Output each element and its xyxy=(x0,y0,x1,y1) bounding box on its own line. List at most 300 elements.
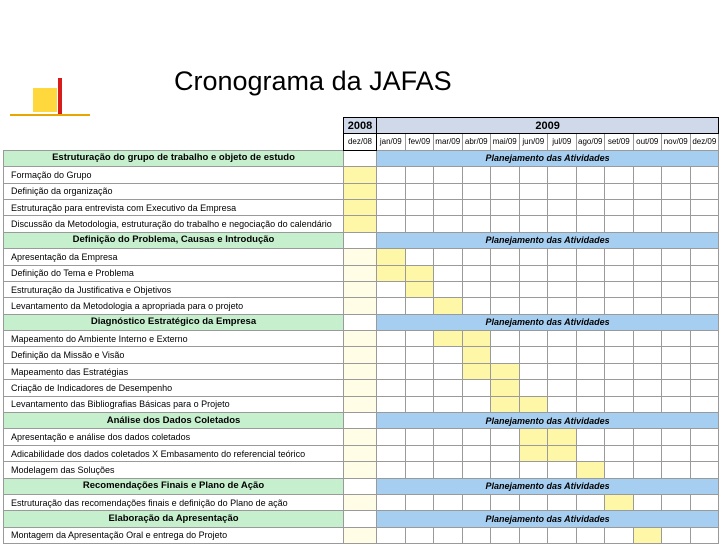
gantt-cell xyxy=(690,380,719,396)
gantt-cell xyxy=(633,494,662,510)
gantt-cell xyxy=(344,298,377,314)
gantt-bar-cell xyxy=(434,298,463,314)
gantt-cell xyxy=(519,183,548,199)
gantt-cell xyxy=(491,347,520,363)
gantt-cell xyxy=(519,265,548,281)
task-row xyxy=(4,216,719,232)
task-row xyxy=(4,445,719,461)
gantt-cell xyxy=(405,396,434,412)
task-name: Apresentação da Empresa xyxy=(4,249,344,265)
gantt-cell xyxy=(377,462,406,478)
task-row xyxy=(4,298,719,314)
gantt-cell xyxy=(491,199,520,215)
gantt-cell xyxy=(605,363,634,379)
gantt-cell xyxy=(344,494,377,510)
gantt-cell xyxy=(633,462,662,478)
section-spacer-cell xyxy=(344,413,377,429)
planning-band: Planejamento das Atividades xyxy=(377,232,719,248)
month-header: mai/09 xyxy=(491,134,520,150)
gantt-cell xyxy=(576,396,605,412)
gantt-cell xyxy=(491,167,520,183)
gantt-bar-cell xyxy=(462,347,491,363)
task-name: Discussão da Metodologia, estruturação do trabalho e negociação do calendário xyxy=(4,216,344,232)
gantt-cell xyxy=(344,281,377,297)
gantt-cell xyxy=(519,331,548,347)
gantt-bar-cell xyxy=(462,331,491,347)
gantt-cell xyxy=(576,249,605,265)
gantt-cell xyxy=(519,527,548,543)
gantt-cell xyxy=(434,281,463,297)
gantt-bar-cell xyxy=(491,363,520,379)
year-header-row xyxy=(4,118,719,134)
gantt-cell xyxy=(434,396,463,412)
gantt-cell xyxy=(377,396,406,412)
task-name: Definição do Tema e Problema xyxy=(4,265,344,281)
gantt-cell xyxy=(690,445,719,461)
gantt-cell xyxy=(434,429,463,445)
gantt-bar-cell xyxy=(576,462,605,478)
gantt-cell xyxy=(405,331,434,347)
gantt-cell xyxy=(519,281,548,297)
gantt-cell xyxy=(605,199,634,215)
gantt-cell xyxy=(690,298,719,314)
task-row xyxy=(4,380,719,396)
gantt-cell xyxy=(344,249,377,265)
gantt-cell xyxy=(633,249,662,265)
year-header: 2009 xyxy=(377,118,719,134)
gantt-cell xyxy=(344,429,377,445)
gantt-cell xyxy=(405,298,434,314)
gantt-cell xyxy=(548,298,577,314)
gantt-bar-cell xyxy=(434,331,463,347)
gantt-bar-cell xyxy=(633,527,662,543)
gantt-cell xyxy=(344,347,377,363)
planning-band: Planejamento das Atividades xyxy=(377,413,719,429)
gantt-cell xyxy=(576,527,605,543)
month-header: jun/09 xyxy=(519,134,548,150)
gantt-cell xyxy=(344,462,377,478)
gantt-cell xyxy=(344,445,377,461)
task-row xyxy=(4,331,719,347)
gantt-cell xyxy=(548,363,577,379)
task-name: Apresentação e análise dos dados coletados xyxy=(4,429,344,445)
gantt-cell xyxy=(633,199,662,215)
gantt-bar-cell xyxy=(548,445,577,461)
section-spacer-cell xyxy=(344,314,377,330)
gantt-cell xyxy=(633,216,662,232)
gantt-cell xyxy=(519,216,548,232)
gantt-cell xyxy=(605,216,634,232)
task-name: Estruturação das recomendações finais e definição do Plano de ação xyxy=(4,494,344,510)
gantt-cell xyxy=(633,445,662,461)
gantt-cell xyxy=(576,445,605,461)
month-header: ago/09 xyxy=(576,134,605,150)
gantt-cell xyxy=(344,527,377,543)
gantt-cell xyxy=(405,429,434,445)
gantt-bar-cell xyxy=(491,380,520,396)
gantt-cell xyxy=(344,363,377,379)
month-header: dez/09 xyxy=(690,134,719,150)
gantt-cell xyxy=(519,380,548,396)
gantt-cell xyxy=(377,281,406,297)
gantt-cell xyxy=(462,249,491,265)
task-name: Adicabilidade dos dados coletados X Embasamento do referencial teórico xyxy=(4,445,344,461)
task-row xyxy=(4,199,719,215)
gantt-cell xyxy=(605,331,634,347)
task-name: Modelagem das Soluções xyxy=(4,462,344,478)
gantt-cell xyxy=(405,249,434,265)
gantt-cell xyxy=(462,167,491,183)
schedule-table xyxy=(3,117,719,544)
gantt-cell xyxy=(690,216,719,232)
gantt-cell xyxy=(434,363,463,379)
gantt-cell xyxy=(491,445,520,461)
gantt-cell xyxy=(605,380,634,396)
task-row xyxy=(4,462,719,478)
gantt-cell xyxy=(548,527,577,543)
gantt-cell xyxy=(605,347,634,363)
gantt-cell xyxy=(405,347,434,363)
gantt-cell xyxy=(576,331,605,347)
gantt-cell xyxy=(662,167,691,183)
section-header-row xyxy=(4,232,719,248)
gantt-bar-cell xyxy=(377,265,406,281)
gantt-cell xyxy=(377,363,406,379)
gantt-cell xyxy=(519,494,548,510)
gantt-cell xyxy=(377,331,406,347)
gantt-cell xyxy=(462,216,491,232)
section-spacer-cell xyxy=(344,478,377,494)
gantt-cell xyxy=(690,347,719,363)
gantt-cell xyxy=(548,183,577,199)
task-row xyxy=(4,494,719,510)
gantt-cell xyxy=(576,347,605,363)
gantt-cell xyxy=(633,347,662,363)
task-row xyxy=(4,183,719,199)
task-row xyxy=(4,265,719,281)
gantt-cell xyxy=(633,265,662,281)
gantt-cell xyxy=(576,199,605,215)
gantt-cell xyxy=(548,331,577,347)
gantt-cell xyxy=(576,265,605,281)
gantt-cell xyxy=(633,396,662,412)
gantt-bar-cell xyxy=(462,363,491,379)
planning-band: Planejamento das Atividades xyxy=(377,478,719,494)
gantt-cell xyxy=(434,494,463,510)
gantt-cell xyxy=(605,183,634,199)
gantt-cell xyxy=(662,445,691,461)
gantt-cell xyxy=(491,216,520,232)
gantt-bar-cell xyxy=(519,396,548,412)
gantt-cell xyxy=(491,527,520,543)
task-name: Formação do Grupo xyxy=(4,167,344,183)
gantt-cell xyxy=(633,429,662,445)
gantt-cell xyxy=(405,494,434,510)
section-header-row xyxy=(4,150,719,166)
gantt-cell xyxy=(690,331,719,347)
gantt-cell xyxy=(344,331,377,347)
gantt-bar-cell xyxy=(344,167,377,183)
gantt-cell xyxy=(605,265,634,281)
section-header-row xyxy=(4,314,719,330)
gantt-cell xyxy=(690,183,719,199)
gantt-cell xyxy=(548,347,577,363)
task-name: Estruturação para entrevista com Executivo da Empresa xyxy=(4,199,344,215)
gantt-cell xyxy=(690,396,719,412)
gantt-cell xyxy=(519,167,548,183)
gantt-cell xyxy=(491,331,520,347)
gantt-cell xyxy=(633,183,662,199)
task-row xyxy=(4,527,719,543)
planning-band: Planejamento das Atividades xyxy=(377,511,719,527)
section-spacer-cell xyxy=(344,511,377,527)
gantt-cell xyxy=(662,462,691,478)
task-row xyxy=(4,429,719,445)
slide-title: Cronograma da JAFAS xyxy=(174,66,452,96)
gantt-cell xyxy=(662,216,691,232)
gantt-cell xyxy=(344,380,377,396)
gantt-cell xyxy=(605,462,634,478)
gantt-cell xyxy=(377,298,406,314)
task-row xyxy=(4,396,719,412)
gantt-cell xyxy=(548,216,577,232)
gantt-cell xyxy=(405,216,434,232)
gantt-cell xyxy=(377,167,406,183)
gantt-cell xyxy=(377,216,406,232)
gantt-cell xyxy=(519,298,548,314)
section-title: Recomendações Finais e Plano de Ação xyxy=(4,478,344,494)
gantt-cell xyxy=(662,331,691,347)
gantt-cell xyxy=(405,380,434,396)
task-name: Levantamento das Bibliografias Básicas para o Projeto xyxy=(4,396,344,412)
gantt-cell xyxy=(548,396,577,412)
task-row xyxy=(4,249,719,265)
gantt-cell xyxy=(662,527,691,543)
gantt-cell xyxy=(405,167,434,183)
gantt-cell xyxy=(576,363,605,379)
month-header: nov/09 xyxy=(662,134,691,150)
gantt-cell xyxy=(548,249,577,265)
gantt-cell xyxy=(491,249,520,265)
gantt-cell xyxy=(662,265,691,281)
gantt-cell xyxy=(662,199,691,215)
section-header-row xyxy=(4,413,719,429)
month-header: jul/09 xyxy=(548,134,577,150)
section-title: Estruturação do grupo de trabalho e objeto de estudo xyxy=(4,150,344,166)
gantt-bar-cell xyxy=(491,396,520,412)
gantt-cell xyxy=(690,281,719,297)
month-header: mar/09 xyxy=(434,134,463,150)
gantt-bar-cell xyxy=(344,216,377,232)
gantt-cell xyxy=(377,429,406,445)
gantt-cell xyxy=(491,494,520,510)
month-header: abr/09 xyxy=(462,134,491,150)
task-row xyxy=(4,281,719,297)
gantt-cell xyxy=(462,183,491,199)
gantt-cell xyxy=(690,494,719,510)
month-header: dez/08 xyxy=(344,134,377,150)
gantt-cell xyxy=(519,249,548,265)
gantt-cell xyxy=(548,281,577,297)
gantt-cell xyxy=(434,380,463,396)
gantt-cell xyxy=(491,281,520,297)
gantt-cell xyxy=(462,396,491,412)
planning-band: Planejamento das Atividades xyxy=(377,314,719,330)
section-spacer-cell xyxy=(344,232,377,248)
month-header: out/09 xyxy=(633,134,662,150)
gantt-cell xyxy=(633,331,662,347)
gantt-cell xyxy=(434,527,463,543)
gantt-cell xyxy=(662,363,691,379)
gantt-cell xyxy=(662,429,691,445)
gantt-cell xyxy=(548,494,577,510)
gantt-cell xyxy=(491,429,520,445)
section-title: Elaboração da Apresentação xyxy=(4,511,344,527)
section-title: Definição do Problema, Causas e Introdução xyxy=(4,232,344,248)
gantt-cell xyxy=(576,167,605,183)
gantt-cell xyxy=(690,462,719,478)
task-name: Levantamento da Metodologia a apropriada para o projeto xyxy=(4,298,344,314)
gantt-cell xyxy=(434,265,463,281)
task-name: Mapeamento das Estratégias xyxy=(4,363,344,379)
gantt-cell xyxy=(519,347,548,363)
gantt-cell xyxy=(377,527,406,543)
gantt-cell xyxy=(519,462,548,478)
gantt-cell xyxy=(662,281,691,297)
gantt-cell xyxy=(344,265,377,281)
gantt-cell xyxy=(662,298,691,314)
gantt-cell xyxy=(690,249,719,265)
gantt-bar-cell xyxy=(344,183,377,199)
gantt-cell xyxy=(633,363,662,379)
gantt-cell xyxy=(434,249,463,265)
gantt-cell xyxy=(434,445,463,461)
gantt-cell xyxy=(405,199,434,215)
gantt-cell xyxy=(576,281,605,297)
gantt-cell xyxy=(491,265,520,281)
gantt-cell xyxy=(662,380,691,396)
header-spacer xyxy=(4,134,344,150)
gantt-cell xyxy=(462,265,491,281)
gantt-cell xyxy=(491,183,520,199)
task-row xyxy=(4,347,719,363)
gantt-cell xyxy=(690,265,719,281)
gantt-cell xyxy=(662,183,691,199)
gantt-cell xyxy=(662,396,691,412)
task-name: Definição da Missão e Visão xyxy=(4,347,344,363)
gantt-bar-cell xyxy=(344,199,377,215)
gantt-cell xyxy=(605,527,634,543)
section-title: Diagnóstico Estratégico da Empresa xyxy=(4,314,344,330)
gantt-cell xyxy=(462,445,491,461)
gantt-cell xyxy=(405,527,434,543)
gantt-cell xyxy=(491,462,520,478)
gantt-cell xyxy=(633,380,662,396)
task-name: Estruturação da Justificativa e Objetivos xyxy=(4,281,344,297)
gantt-cell xyxy=(434,183,463,199)
gantt-cell xyxy=(605,167,634,183)
gantt-cell xyxy=(434,167,463,183)
gantt-cell xyxy=(690,199,719,215)
gantt-cell xyxy=(344,396,377,412)
gantt-cell xyxy=(662,347,691,363)
gantt-cell xyxy=(377,199,406,215)
gantt-cell xyxy=(690,167,719,183)
month-header: jan/09 xyxy=(377,134,406,150)
gantt-cell xyxy=(434,199,463,215)
gantt-cell xyxy=(605,396,634,412)
gantt-cell xyxy=(377,494,406,510)
gantt-cell xyxy=(633,281,662,297)
gantt-cell xyxy=(462,494,491,510)
gantt-cell xyxy=(405,462,434,478)
gantt-cell xyxy=(377,380,406,396)
header-spacer xyxy=(4,118,344,134)
task-name: Mapeamento do Ambiente Interno e Externo xyxy=(4,331,344,347)
gantt-cell xyxy=(690,429,719,445)
gantt-cell xyxy=(605,298,634,314)
gantt-bar-cell xyxy=(405,265,434,281)
task-name: Definição da organização xyxy=(4,183,344,199)
gantt-cell xyxy=(434,462,463,478)
gantt-cell xyxy=(519,363,548,379)
gantt-cell xyxy=(548,199,577,215)
gantt-cell xyxy=(548,462,577,478)
gantt-bar-cell xyxy=(548,429,577,445)
gantt-cell xyxy=(434,216,463,232)
gantt-bar-cell xyxy=(377,249,406,265)
gantt-cell xyxy=(377,445,406,461)
gantt-bar-cell xyxy=(405,281,434,297)
gantt-cell xyxy=(405,363,434,379)
gantt-cell xyxy=(405,183,434,199)
section-header-row xyxy=(4,511,719,527)
task-name: Criação de Indicadores de Desempenho xyxy=(4,380,344,396)
planning-band: Planejamento das Atividades xyxy=(377,150,719,166)
task-row xyxy=(4,363,719,379)
logo-underline xyxy=(10,114,90,116)
gantt-cell xyxy=(548,380,577,396)
gantt-cell xyxy=(491,298,520,314)
gantt-cell xyxy=(405,445,434,461)
gantt-cell xyxy=(633,167,662,183)
logo-red-bar xyxy=(58,78,62,116)
gantt-cell xyxy=(377,183,406,199)
gantt-cell xyxy=(605,429,634,445)
gantt-cell xyxy=(462,462,491,478)
gantt-cell xyxy=(377,347,406,363)
gantt-cell xyxy=(605,445,634,461)
gantt-cell xyxy=(576,298,605,314)
gantt-cell xyxy=(519,199,548,215)
gantt-cell xyxy=(548,265,577,281)
month-header: set/09 xyxy=(605,134,634,150)
gantt-cell xyxy=(548,167,577,183)
gantt-cell xyxy=(576,494,605,510)
gantt-bar-cell xyxy=(519,445,548,461)
section-spacer-cell xyxy=(344,150,377,166)
gantt-bar-cell xyxy=(519,429,548,445)
gantt-cell xyxy=(690,363,719,379)
section-title: Análise dos Dados Coletados xyxy=(4,413,344,429)
gantt-cell xyxy=(462,281,491,297)
task-name: Montagem da Apresentação Oral e entrega do Projeto xyxy=(4,527,344,543)
logo-yellow-square xyxy=(33,88,57,112)
gantt-bar-cell xyxy=(605,494,634,510)
gantt-cell xyxy=(462,429,491,445)
gantt-cell xyxy=(576,380,605,396)
gantt-cell xyxy=(576,183,605,199)
